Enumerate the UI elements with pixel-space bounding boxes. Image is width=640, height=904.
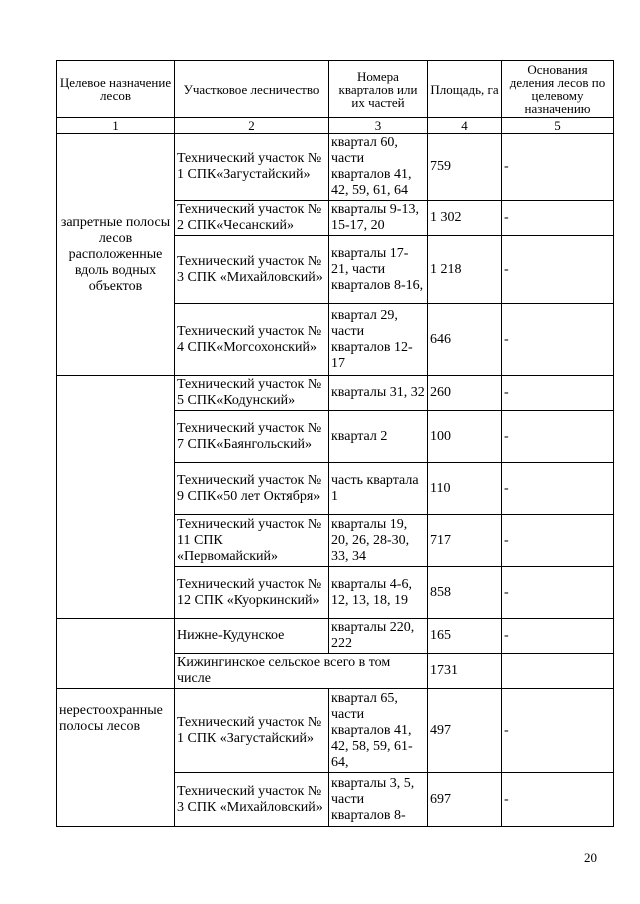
area-cell: 110: [428, 463, 502, 515]
area-cell: 646: [428, 304, 502, 376]
grounds-cell: -: [502, 134, 614, 201]
area-cell: 717: [428, 515, 502, 567]
forestry-cell: Технический участок № 11 СПК «Первомайский»: [175, 515, 329, 567]
group-label: нерестоохранные полосы лесов: [59, 703, 163, 734]
page-number: 20: [584, 850, 597, 865]
group-label-cell: [57, 689, 175, 827]
area-cell: 165: [428, 619, 502, 654]
quarters-cell: кварталы 4-6, 12, 13, 18, 19: [329, 567, 428, 619]
total-grounds: [502, 654, 614, 689]
group-label-empty: [57, 376, 175, 619]
area-cell: 1 218: [428, 236, 502, 304]
quarters-cell: кварталы 3, 5, части кварталов 8-: [329, 773, 428, 827]
forestry-cell: Технический участок № 1 СПК«Загустайский»: [175, 134, 329, 201]
area-cell: 697: [428, 773, 502, 827]
grounds-cell: -: [502, 689, 614, 773]
area-cell: 100: [428, 411, 502, 463]
table-row: [57, 376, 614, 411]
group-label: запретные полосы лесов расположенные вдоль водных объектов: [57, 134, 175, 376]
area-cell: 858: [428, 567, 502, 619]
forestry-cell: Нижне-Кудунское: [175, 619, 329, 654]
forestry-cell: Технический участок № 1 СПК «Загустайский»: [175, 689, 329, 773]
grounds-cell: -: [502, 567, 614, 619]
grounds-cell: -: [502, 304, 614, 376]
forestry-cell: Технический участок № 4 СПК«Могсохонский»: [175, 304, 329, 376]
table-row: [57, 619, 614, 654]
column-number: 1: [57, 118, 175, 134]
grounds-cell: -: [502, 411, 614, 463]
grounds-cell: -: [502, 515, 614, 567]
quarters-cell: кварталы 19, 20, 26, 28-30, 33, 34: [329, 515, 428, 567]
column-number: 4: [428, 118, 502, 134]
forestry-cell: Технический участок № 12 СПК «Куоркинский»: [175, 567, 329, 619]
grounds-cell: -: [502, 376, 614, 411]
quarters-cell: квартал 29, части кварталов 12-17: [329, 304, 428, 376]
forestry-cell: Технический участок № 9 СПК«50 лет Октября»: [175, 463, 329, 515]
quarters-cell: кварталы 17-21, части кварталов 8-16,: [329, 236, 428, 304]
quarters-cell: квартал 60, части кварталов 41, 42, 59, 61, 64: [329, 134, 428, 201]
header-forestry: Участковое лесничество: [175, 61, 329, 118]
quarters-cell: кварталы 31, 32: [329, 376, 428, 411]
area-cell: 260: [428, 376, 502, 411]
area-cell: 497: [428, 689, 502, 773]
forestry-cell: Технический участок № 3 СПК «Михайловский»: [175, 236, 329, 304]
quarters-cell: кварталы 220, 222: [329, 619, 428, 654]
column-number: 3: [329, 118, 428, 134]
grounds-cell: -: [502, 236, 614, 304]
grounds-cell: -: [502, 463, 614, 515]
quarters-cell: часть квартала 1: [329, 463, 428, 515]
header-purpose: Целевое назначение лесов: [57, 61, 175, 118]
grounds-cell: -: [502, 619, 614, 654]
forestry-cell: Технический участок № 5 СПК«Кодунский»: [175, 376, 329, 411]
table-row: [57, 134, 614, 201]
grounds-cell: -: [502, 201, 614, 236]
area-cell: 759: [428, 134, 502, 201]
group-label-empty: [57, 619, 175, 689]
header-quarters: Номера кварталов или их частей: [329, 61, 428, 118]
header-row: [57, 61, 614, 118]
total-label: Кижингинское сельское всего в том числе: [175, 654, 428, 689]
total-area: 1731: [428, 654, 502, 689]
area-cell: 1 302: [428, 201, 502, 236]
quarters-cell: квартал 65, части кварталов 41, 42, 58, 59, 61-64,: [329, 689, 428, 773]
quarters-cell: кварталы 9-13, 15-17, 20: [329, 201, 428, 236]
column-number: 5: [502, 118, 614, 134]
quarters-cell: квартал 2: [329, 411, 428, 463]
forestry-cell: Технический участок № 7 СПК«Баянгольский»: [175, 411, 329, 463]
forest-purpose-table: [56, 60, 614, 827]
forestry-cell: Технический участок № 2 СПК«Чесанский»: [175, 201, 329, 236]
grounds-cell: -: [502, 773, 614, 827]
header-area: Площадь, га: [428, 61, 502, 118]
header-grounds: Основания деления лесов по целевому назначению: [502, 61, 614, 118]
forestry-cell: Технический участок № 3 СПК «Михайловский»: [175, 773, 329, 827]
column-number-row: [57, 118, 614, 134]
column-number: 2: [175, 118, 329, 134]
table-row: [57, 689, 614, 773]
